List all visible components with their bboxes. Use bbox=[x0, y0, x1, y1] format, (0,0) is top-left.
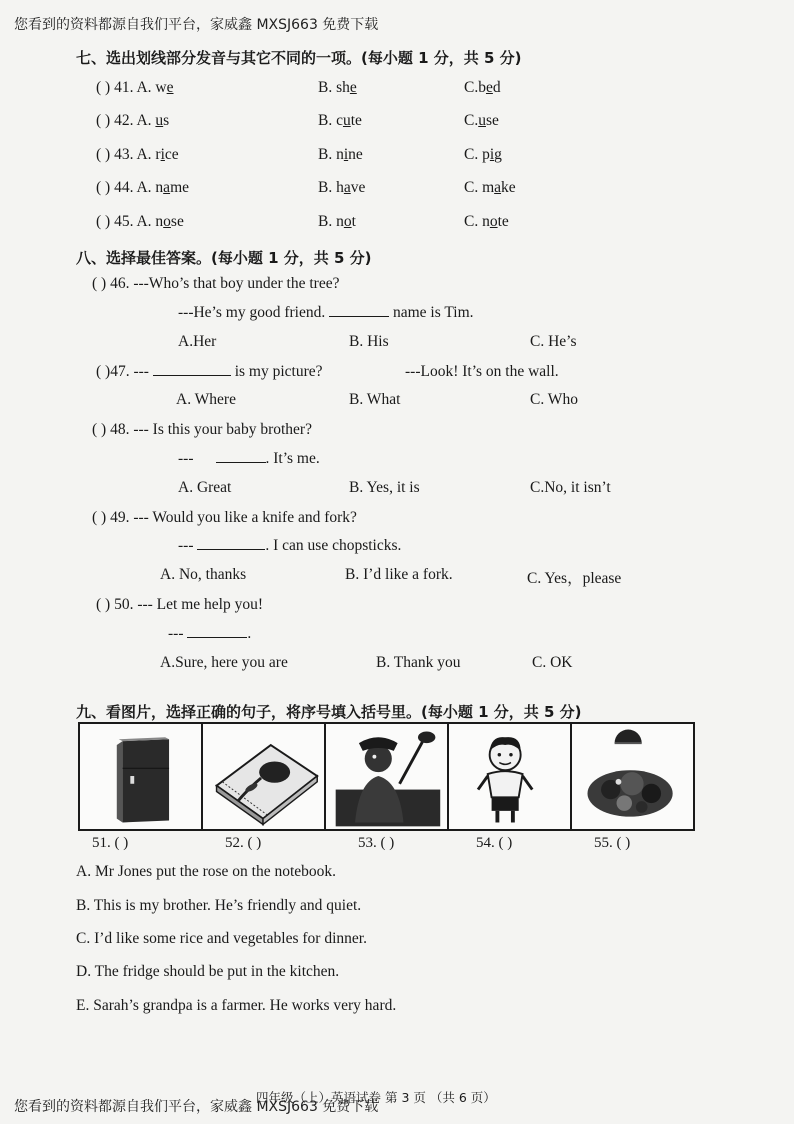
option-a: A. Mr Jones put the rose on the notebook. bbox=[76, 863, 337, 880]
q47-option-a: A. Where bbox=[176, 391, 236, 408]
farmer-picture bbox=[326, 724, 449, 829]
word-part: C. p bbox=[464, 146, 490, 163]
question-number: ( ) 44. A. bbox=[96, 179, 156, 196]
q46-option-c: C. He’s bbox=[530, 333, 577, 350]
word-part: B. c bbox=[318, 112, 343, 129]
answer-slot-51[interactable]: 51. ( ) bbox=[92, 835, 129, 851]
q46-option-b: B. His bbox=[349, 333, 389, 350]
s7-row-3-option-a bbox=[96, 146, 179, 164]
q50-stem: ( ) 50. --- Let me help you! bbox=[96, 596, 263, 613]
s7-row-4-option-c bbox=[464, 179, 516, 197]
s7-row-5-option-b bbox=[318, 213, 356, 231]
word-part: ne bbox=[348, 146, 363, 163]
underlined-letter: e bbox=[349, 79, 357, 96]
s7-row-5-option-a bbox=[96, 213, 184, 231]
q49-line2: --- . I can use chopsticks. bbox=[178, 537, 402, 554]
underlined-letter: a bbox=[494, 179, 502, 196]
rose-notebook-icon bbox=[203, 724, 324, 829]
word-part: B. sh bbox=[318, 79, 350, 96]
word-part: C. m bbox=[464, 179, 495, 196]
q50-option-c: C. OK bbox=[532, 654, 573, 671]
underlined-letter: u bbox=[155, 112, 164, 129]
word-part: ke bbox=[501, 179, 516, 196]
q48-option-a: A. Great bbox=[178, 479, 232, 496]
q46-line2: ---He’s my good friend. name is Tim. bbox=[178, 304, 474, 321]
question-number: ( ) 43. A. bbox=[96, 146, 156, 163]
underlined-letter: o bbox=[489, 213, 498, 230]
underlined-letter: i bbox=[160, 146, 165, 163]
word-part: se bbox=[170, 213, 184, 230]
answer-slot-53[interactable]: 53. ( ) bbox=[358, 835, 395, 851]
word-part: C. bbox=[464, 112, 479, 129]
q50-option-b: B. Thank you bbox=[376, 654, 461, 671]
underlined-letter: o bbox=[163, 213, 171, 230]
rice-vegetables-icon bbox=[572, 724, 693, 829]
q48-option-b: B. Yes, it is bbox=[349, 479, 420, 496]
q48-option-c: C.No, it isn’t bbox=[530, 479, 611, 496]
s7-row-1-option-c bbox=[464, 79, 501, 97]
word-part: B. h bbox=[318, 179, 344, 196]
section9-heading: 九、看图片，选择正确的句子，将序号填入括号里。(每小题 1 分，共 5 分) bbox=[76, 703, 582, 721]
word-part: n bbox=[155, 213, 164, 230]
s7-row-2-option-b bbox=[318, 112, 362, 130]
q48-stem: ( ) 48. --- Is this your baby brother? bbox=[92, 421, 312, 438]
rice-vegetables-picture bbox=[572, 724, 693, 829]
s7-row-1-option-a bbox=[96, 79, 174, 97]
word-part: r bbox=[155, 146, 161, 163]
word-part: me bbox=[170, 179, 189, 196]
word-part: te bbox=[350, 112, 362, 129]
option-d: D. The fridge should be put in the kitchen. bbox=[76, 963, 340, 980]
s7-row-4-option-b bbox=[318, 179, 365, 197]
s7-row-5-option-c bbox=[464, 213, 509, 231]
underlined-letter: i bbox=[489, 146, 495, 163]
answer-slot-55[interactable]: 55. ( ) bbox=[594, 835, 631, 851]
section7-heading: 七、选出划线部分发音与其它不同的一项。(每小题 1 分，共 5 分) bbox=[76, 49, 522, 67]
underlined-letter: a bbox=[163, 179, 171, 196]
q47-blank[interactable] bbox=[153, 363, 231, 376]
underlined-letter: e bbox=[166, 79, 174, 96]
question-number: ( ) 42. A. bbox=[96, 112, 156, 129]
q47-stem: ( )47. --- is my picture? bbox=[96, 363, 323, 380]
option-e: E. Sarah’s grandpa is a farmer. He works very hard. bbox=[76, 997, 397, 1014]
word-part: g bbox=[494, 146, 502, 163]
underlined-letter: u bbox=[342, 112, 351, 129]
word-part: ce bbox=[164, 146, 179, 163]
question-number: ( ) 41. A. bbox=[96, 79, 156, 96]
word-part: te bbox=[497, 213, 509, 230]
q47-option-b: B. What bbox=[349, 391, 401, 408]
q49-option-c: C. Yes，please bbox=[527, 570, 622, 587]
s7-row-2-option-c bbox=[464, 112, 499, 130]
word-part: C.b bbox=[464, 79, 486, 96]
rose-on-notebook-picture bbox=[203, 724, 326, 829]
word-part: w bbox=[155, 79, 167, 96]
question-number: ( ) 45. A. bbox=[96, 213, 156, 230]
s7-row-4-option-a bbox=[96, 179, 189, 197]
word-part: B. n bbox=[318, 213, 344, 230]
watermark-bottom: 您看到的资料都源自我们平台，家威鑫 MXSJ663 免费下载 bbox=[14, 1099, 379, 1115]
fridge-picture bbox=[80, 724, 203, 829]
q50-option-a: A.Sure, here you are bbox=[160, 654, 288, 671]
q47-reply: ---Look! It’s on the wall. bbox=[405, 363, 559, 380]
underlined-letter: a bbox=[343, 179, 351, 196]
word-part: t bbox=[351, 213, 356, 230]
word-part: ve bbox=[350, 179, 366, 196]
q48-line2: --- . It’s me. bbox=[178, 450, 320, 467]
underlined-letter: i bbox=[343, 146, 349, 163]
underlined-letter: e bbox=[485, 79, 493, 96]
q47-option-c: C. Who bbox=[530, 391, 578, 408]
word-part: n bbox=[155, 179, 164, 196]
s7-row-1-option-b bbox=[318, 79, 357, 97]
watermark-top: 您看到的资料都源自我们平台，家威鑫 MXSJ663 免费下载 bbox=[14, 17, 379, 33]
word-part: C. n bbox=[464, 213, 490, 230]
option-c: C. I’d like some rice and vegetables for dinner. bbox=[76, 930, 367, 947]
q50-line2: --- . bbox=[168, 625, 252, 642]
picture-strip bbox=[78, 722, 695, 831]
s7-row-2-option-a bbox=[96, 112, 169, 130]
q46-stem: ( ) 46. ---Who’s that boy under the tree? bbox=[92, 275, 340, 292]
q46-option-a: A.Her bbox=[178, 333, 217, 350]
q49-option-a: A. No, thanks bbox=[160, 566, 247, 583]
word-part: se bbox=[485, 112, 499, 129]
q49-stem: ( ) 49. --- Would you like a knife and fork? bbox=[92, 509, 357, 526]
q49-option-b: B. I’d like a fork. bbox=[345, 566, 453, 583]
word-part: d bbox=[492, 79, 501, 96]
q49-blank[interactable] bbox=[197, 537, 265, 550]
section8-heading: 八、选择最佳答案。(每小题 1 分，共 5 分) bbox=[76, 249, 372, 267]
option-b: B. This is my brother. He’s friendly and quiet. bbox=[76, 897, 362, 914]
q46-blank[interactable] bbox=[329, 304, 389, 317]
s7-row-3-option-b bbox=[318, 146, 363, 164]
underlined-letter: o bbox=[343, 213, 352, 230]
boy-icon bbox=[449, 724, 570, 829]
boy-picture bbox=[449, 724, 572, 829]
word-part: B. n bbox=[318, 146, 344, 163]
fridge-icon bbox=[80, 724, 201, 829]
page-footer: 四年级（上）英语试卷 第 3 页 （共 6 页） bbox=[256, 1090, 496, 1105]
q50-blank[interactable] bbox=[187, 625, 247, 638]
underlined-letter: u bbox=[478, 112, 486, 129]
q48-blank[interactable] bbox=[216, 450, 266, 463]
answer-slot-52[interactable]: 52. ( ) bbox=[225, 835, 262, 851]
s7-row-3-option-c bbox=[464, 146, 502, 164]
farmer-icon bbox=[326, 724, 447, 829]
answer-slot-54[interactable]: 54. ( ) bbox=[476, 835, 513, 851]
word-part: s bbox=[163, 112, 170, 129]
